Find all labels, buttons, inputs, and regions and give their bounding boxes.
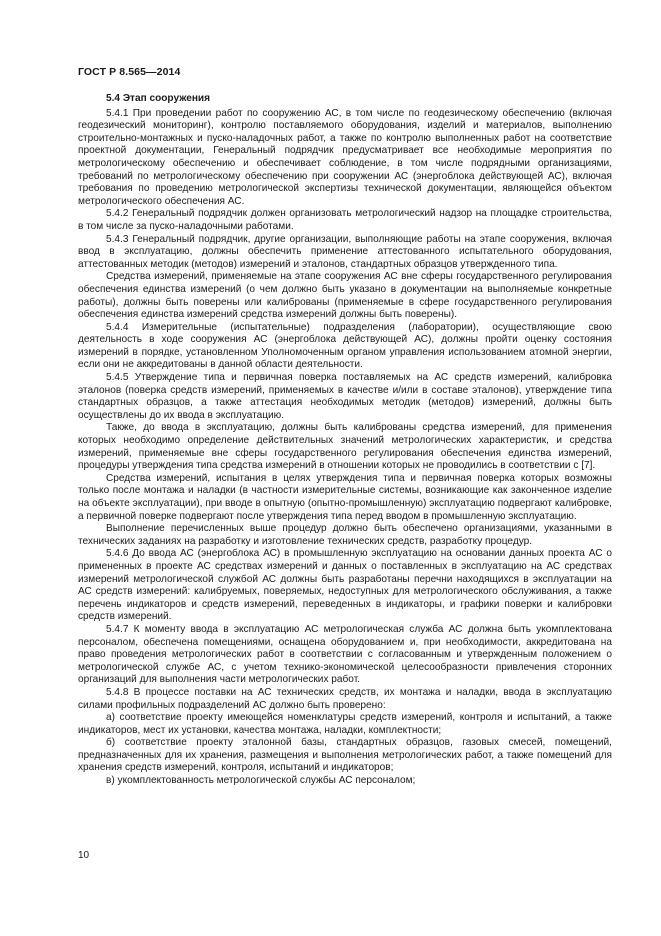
standard-header: ГОСТ Р 8.565—2014 — [78, 66, 181, 78]
page-content — [78, 93, 612, 788]
paragraph-5-4-1: 5.4.1 При проведении работ по сооружению АС, в том числе по геодезическому обеспечению (включая геодезический мониторинг), контролю поставляемого оборудования, изделий и материалов, выполнению строительно-монтажных и пуско-наладочных работ, а также по контролю выполненных работ на соответствие проектной документации, Генеральный подрядчик предусматривает все необходимые мероприятия по метрологическому обеспечению и обеспечивает соблюдение, в том числе подрядными организациями, требований по метрологическому обеспечению при сооружении АС (энергоблока действующей АС), включая требования по проведению метрологической экспертизы технической документации, являющейся объектом метрологического обеспечения АС. — [78, 107, 612, 207]
paragraph-calibration: Также, до ввода в эксплуатацию, должны быть калиброваны средства измерений, для применения которых необходимо определение действительных значений метрологических характеристик, и средства измерений, применяемые вне сферы государственного регулирования обеспечения единства измерений, процедуры утверждения типа средства измерений в отношении которых не проводились в соответствии с [7]. — [78, 422, 612, 472]
paragraph-5-4-3: 5.4.3 Генеральный подрядчик, другие организации, выполняющие работы на этапе сооружения, включая ввод в эксплуатацию, должны обеспечить применение аттестованного испытательного оборудования, аттестованных методик (методов) измерений и эталонов, стандартных образцов утвержденного типа. — [78, 233, 612, 270]
list-item-v: в) укомплектованность метрологической службы АС персоналом; — [106, 775, 416, 787]
paragraph-measuring-systems: Средства измерений, испытания в целях утверждения типа и первичная поверка которых возможны только после монтажа и наладки (в частности измерительные системы, возникающие как законченное изделие на объекте эксплуатации), при вводе в опытную (опытно-промышленную) эксплуатацию подвергают калибровке, а первичной поверке подвергают после утверждения типа перед вводом в промышленную эксплуатацию. — [78, 472, 612, 522]
paragraph-procedures: Выполнение перечисленных выше процедур должно быть обеспечено организациями, указанными в технических заданиях на разработку и изготовление технических средств, разработку процедур. — [78, 523, 612, 547]
paragraph-5-4-8: 5.4.8 В процессе поставки на АС технических средств, их монтажа и наладки, ввода в эксплуатацию силами профильных подразделений АС должно быть проверено: — [78, 686, 612, 711]
list-item-a: а) соответствие проекту имеющейся номенклатуры средств измерений, контроля и испытаний, а также индикаторов, мест их установки, качества монтажа, наладки, комплектности; — [78, 712, 612, 736]
list-item-b: б) соответствие проекту эталонной базы, стандартных образцов, газовых смесей, помещений, предназначенных для их хранения, размещения и выполнения метрологических работ, а также помещений для хранения средств измерений, контроля, испытаний и индикаторов; — [78, 737, 612, 774]
paragraph-5-4-5: 5.4.5 Утверждение типа и первичная поверка поставляемых на АС средств измерений, калибровка эталонов (поверка средств измерений, применяемых в качестве и/или в составе эталонов), утверждение типа стандартных образцов, а также аттестация необходимых методик (методов) измерений, должны быть осуществлены до их ввода в эксплуатацию. — [78, 372, 612, 421]
paragraph-5-4-6: 5.4.6 До ввода АС (энергоблока АС) в промышленную эксплуатацию на основании данных проекта АС о примененных в проекте АС средствах измерений и данных о поставленных в эксплуатацию на АС средствах измерений метрологической службой АС должны быть разработаны перечни находящихся в эксплуатации на АС средств измерений: калибруемых, поверяемых, недоступных для метрологического обслуживания, а также перечень индикаторов и средств измерений, переведенных в индикаторы, и графики поверки и калибровки средств измерений. — [78, 548, 612, 623]
paragraph-5-4-4: 5.4.4 Измерительные (испытательные) подразделения (лаборатории), осуществляющие свою деятельность в ходе сооружения АС (энергоблока действующей АС), должны пройти оценку состояния измерений в порядке, установленном Уполномоченным органом управления использованием атомной энергии, если они не аккредитованы в данной области деятельности. — [78, 321, 612, 371]
paragraph-5-4-7: 5.4.7 К моменту ввода в эксплуатацию АС метрологическая служба АС должна быть укомплектована персоналом, обеспечена помещениями, оснащена оборудованием и, при необходимости, аккредитована на право проведения метрологических работ в соответствии с согласованным и утвержденным положением о метрологической службе АС, с учетом технико-экономической целесообразности привлечения сторонних организаций для выполнения части метрологических работ. — [78, 623, 612, 686]
paragraph-measuring-instruments: Средства измерений, применяемые на этапе сооружения АС вне сферы государственного регулирования обеспечения единства измерений (о чем должно быть указано в документации на выполняемые конкретные работы), должны быть поверены или калиброваны (применяемые в сфере государственного регулирования обеспечения единства измерений средства измерений должны быть поверены). — [78, 271, 612, 321]
section-title: 5.4 Этап сооружения — [106, 93, 211, 104]
paragraph-5-4-2: 5.4.2 Генеральный подрядчик должен организовать метрологический надзор на площадке строительства, в том числе за пуско-наладочными работами. — [78, 208, 612, 232]
page-number: 10 — [78, 850, 90, 861]
